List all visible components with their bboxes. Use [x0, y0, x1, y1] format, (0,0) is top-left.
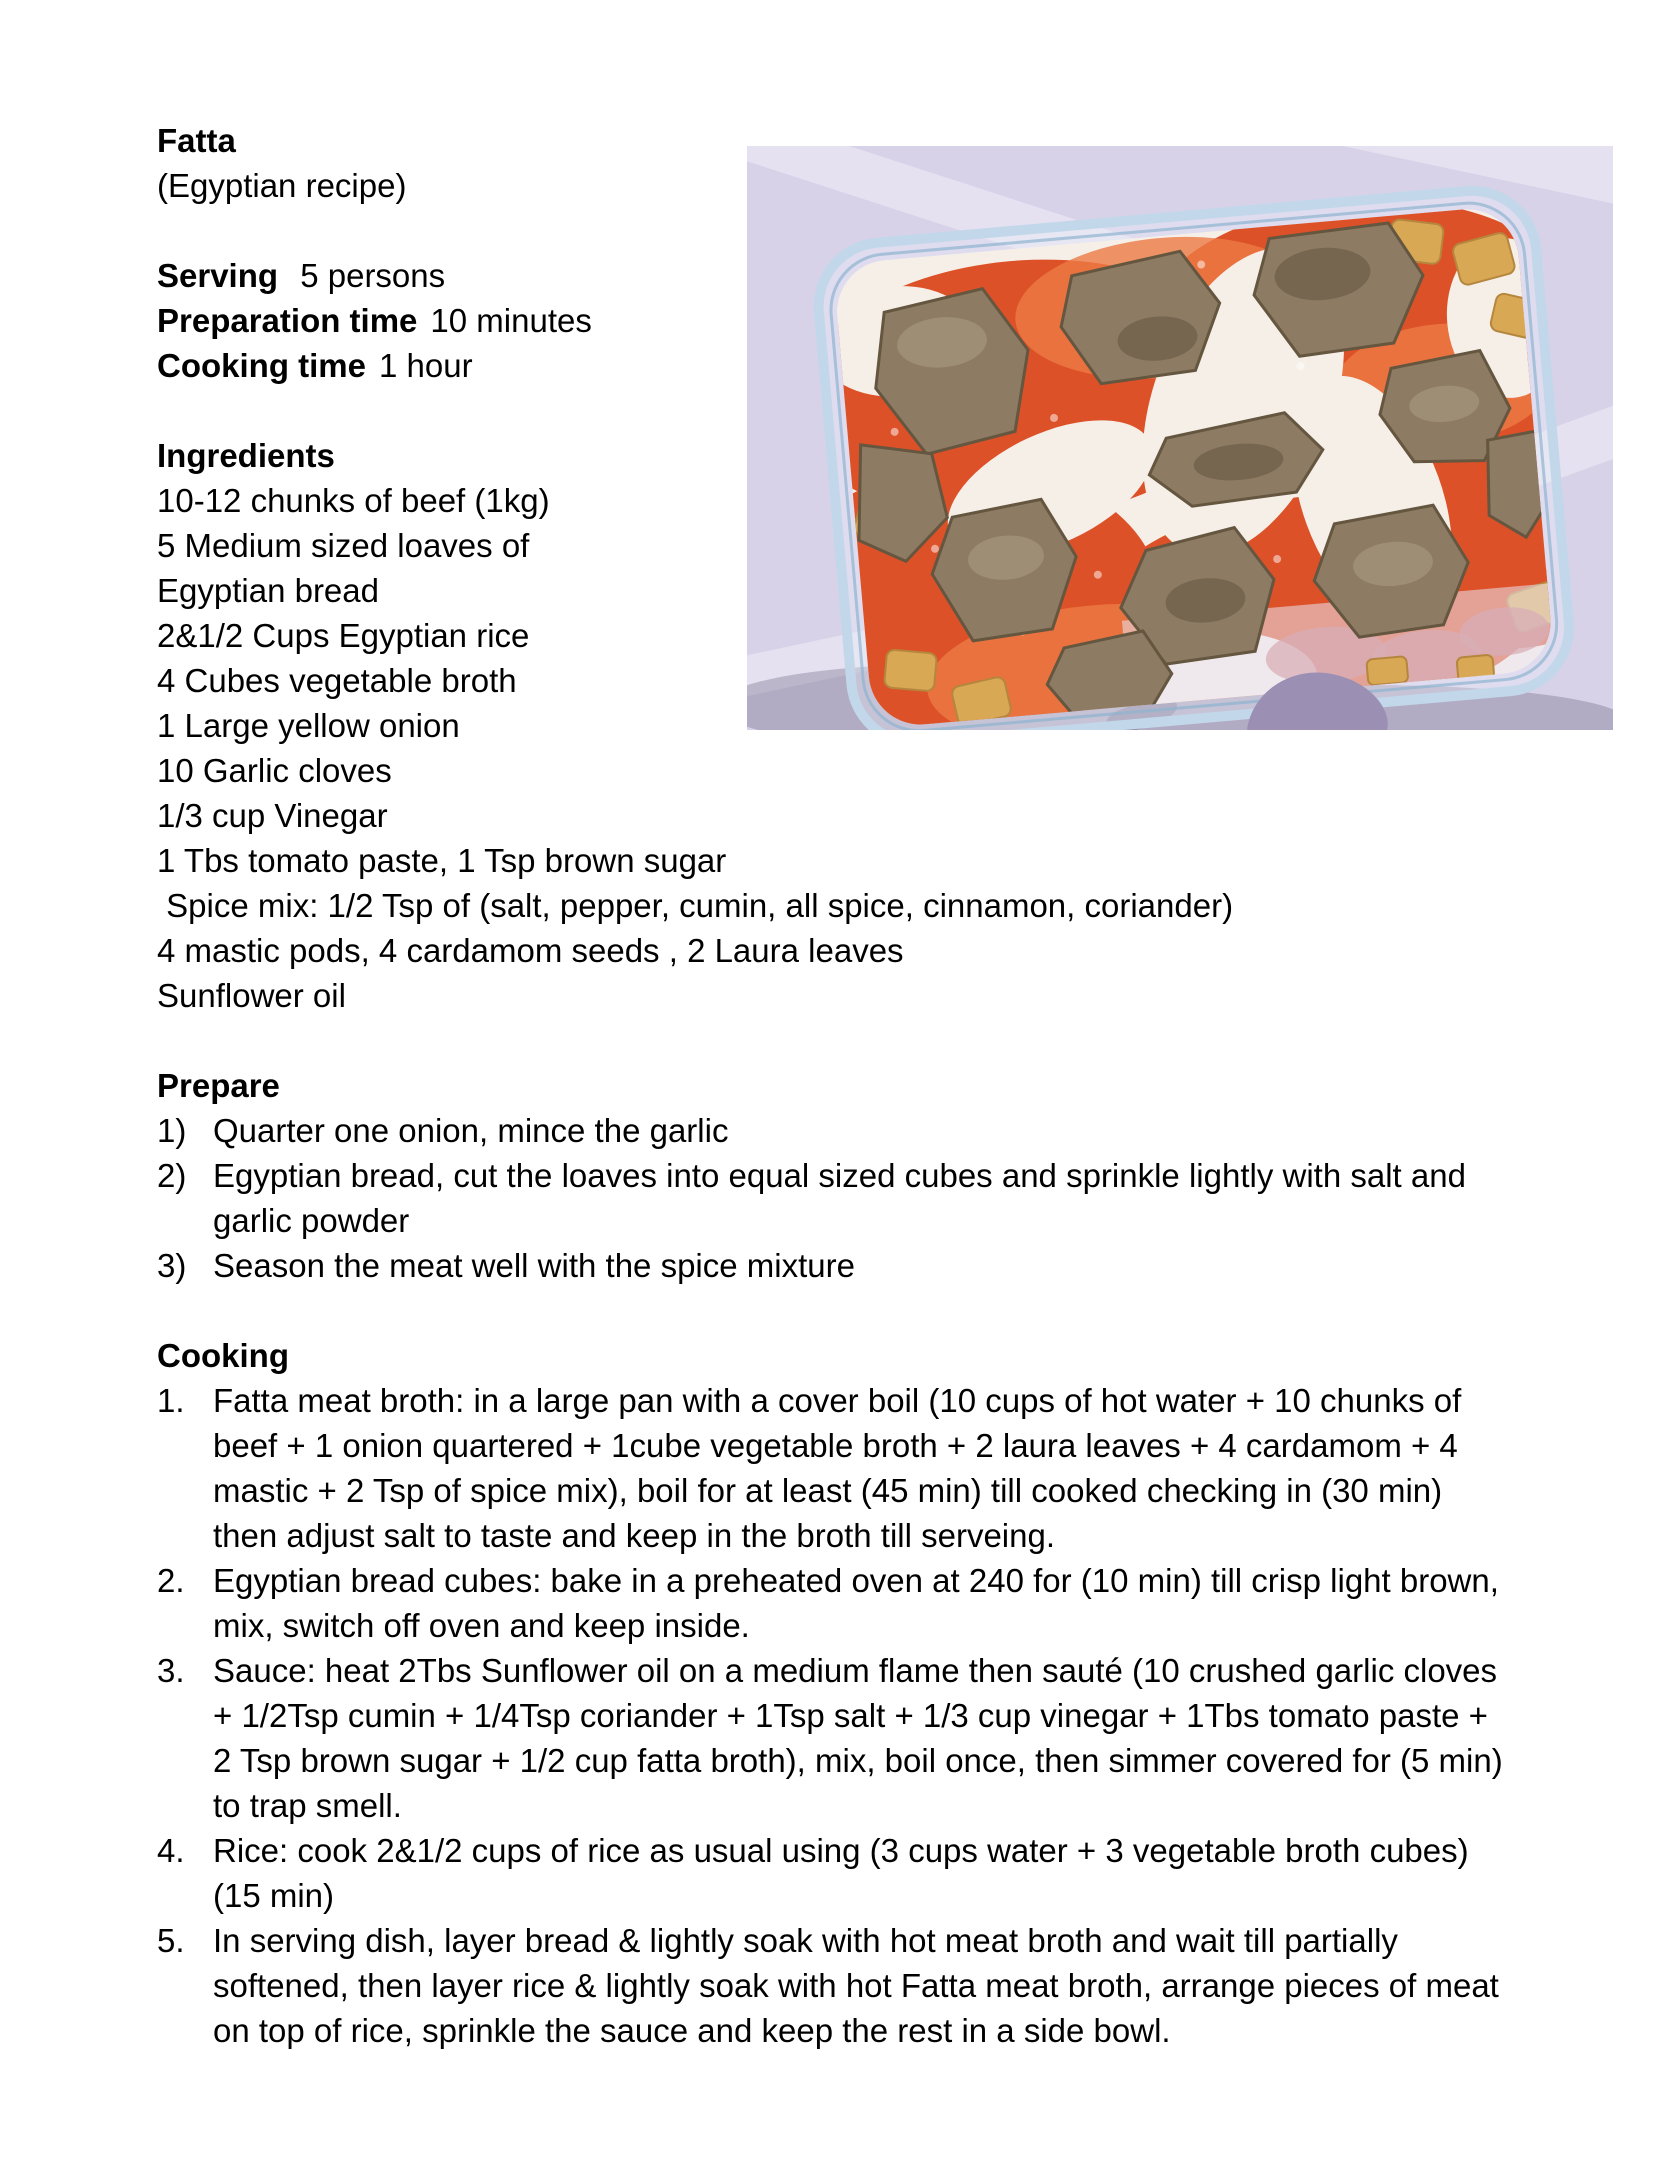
step-text: Quarter one onion, mince the garlic — [213, 1112, 729, 1149]
step-number: 1) — [157, 1112, 187, 1149]
spacer — [157, 1018, 1513, 1063]
ingredient-line: 1 Large yellow onion — [157, 707, 460, 744]
step-number: 2. — [157, 1562, 185, 1599]
meta-row-serving — [157, 253, 1513, 298]
step-text: Egyptian bread cubes: bake in a preheated oven at 240 for (10 min) till crisp light brown, mix, switch off oven and keep inside. — [213, 1562, 1509, 1644]
preparation-time-value: 10 minutes — [430, 302, 592, 339]
ingredient-line: 2&1/2 Cups Egyptian rice — [157, 617, 530, 654]
prepare-heading: Prepare — [157, 1067, 280, 1104]
ingredient-line: 1/3 cup Vinegar — [157, 797, 388, 834]
step-text: Fatta meat broth: in a large pan with a cover boil (10 cups of hot water + 10 chunks of beef + 1 onion quartered + 1cube vegetable broth + 2 laura leaves + 4 cardamom + 4 mastic + 2 Tsp of spice mix), boil for at least (45 min) till cooked checking in (30 min) then adjust salt to taste and keep in the broth till serveing. — [213, 1382, 1471, 1554]
spacer — [157, 208, 1513, 253]
prepare-step — [157, 1243, 1513, 1288]
step-text: Sauce: heat 2Tbs Sunflower oil on a medium flame then sauté (10 crushed garlic cloves + 1/2Tsp cumin + 1/4Tsp coriander + 1Tsp salt + 1/3 cup vinegar + 1Tbs tomato paste + 2 Tsp brown sugar + 1/2 cup fatta broth), mix, boil once, then simmer covered for (5 min) to trap smell. — [213, 1652, 1512, 1824]
step-number: 4. — [157, 1832, 185, 1869]
ingredient-line: 5 Medium sized loaves of — [157, 527, 530, 564]
ingredient-line: Sunflower oil — [157, 977, 346, 1014]
ingredients-heading: Ingredients — [157, 437, 335, 474]
ingredient-line: Spice mix: 1/2 Tsp of (salt, pepper, cumin, all spice, cinnamon, coriander) — [157, 887, 1234, 924]
cooking-step — [157, 1648, 1513, 1828]
ingredient-line: Egyptian bread — [157, 572, 379, 609]
meta-row-cooking-time — [157, 343, 1513, 388]
recipe-content — [157, 118, 1513, 2053]
step-text: Rice: cook 2&1/2 cups of rice as usual using (3 cups water + 3 vegetable broth cubes) (15 min) — [213, 1832, 1487, 1914]
step-text: Season the meat well with the spice mixture — [213, 1247, 855, 1284]
step-number: 5. — [157, 1922, 185, 1959]
prepare-step — [157, 1108, 1513, 1153]
cooking-step — [157, 1558, 1513, 1648]
cooking-time-value: 1 hour — [379, 347, 473, 384]
cooking-step — [157, 1378, 1513, 1558]
ingredient-line: 4 Cubes vegetable broth — [157, 662, 517, 699]
ingredient-line: 1 Tbs tomato paste, 1 Tsp brown sugar — [157, 842, 727, 879]
step-text: Egyptian bread, cut the loaves into equal sized cubes and sprinkle lightly with salt and garlic powder — [213, 1157, 1476, 1239]
prepare-step — [157, 1153, 1513, 1243]
ingredient-line: 10-12 chunks of beef (1kg) — [157, 482, 550, 519]
step-number: 2) — [157, 1157, 187, 1194]
ingredient-line: 10 Garlic cloves — [157, 752, 392, 789]
preparation-time-label: Preparation time — [157, 302, 418, 339]
step-number: 3) — [157, 1247, 187, 1284]
ingredient-line: 4 mastic pods, 4 cardamom seeds , 2 Laura leaves — [157, 932, 904, 969]
serving-label: Serving — [157, 257, 279, 294]
page-subtitle: (Egyptian recipe) — [157, 167, 407, 204]
step-number: 3. — [157, 1652, 185, 1689]
serving-value: 5 persons — [291, 257, 446, 294]
page-title: Fatta — [157, 122, 236, 159]
step-number: 1. — [157, 1382, 185, 1419]
spacer — [157, 1288, 1513, 1333]
spacer — [157, 388, 1513, 433]
cooking-step — [157, 1918, 1513, 2053]
cooking-step — [157, 1828, 1513, 1918]
cooking-time-label: Cooking time — [157, 347, 367, 384]
meta-row-preparation-time — [157, 298, 1513, 343]
cooking-heading: Cooking — [157, 1337, 289, 1374]
step-text: In serving dish, layer bread & lightly soak with hot meat broth and wait till partially softened, then layer rice & lightly soak with hot Fatta meat broth, arrange pieces of meat on top of rice, sprinkle the sauce and keep the rest in a side bowl. — [213, 1922, 1509, 2049]
